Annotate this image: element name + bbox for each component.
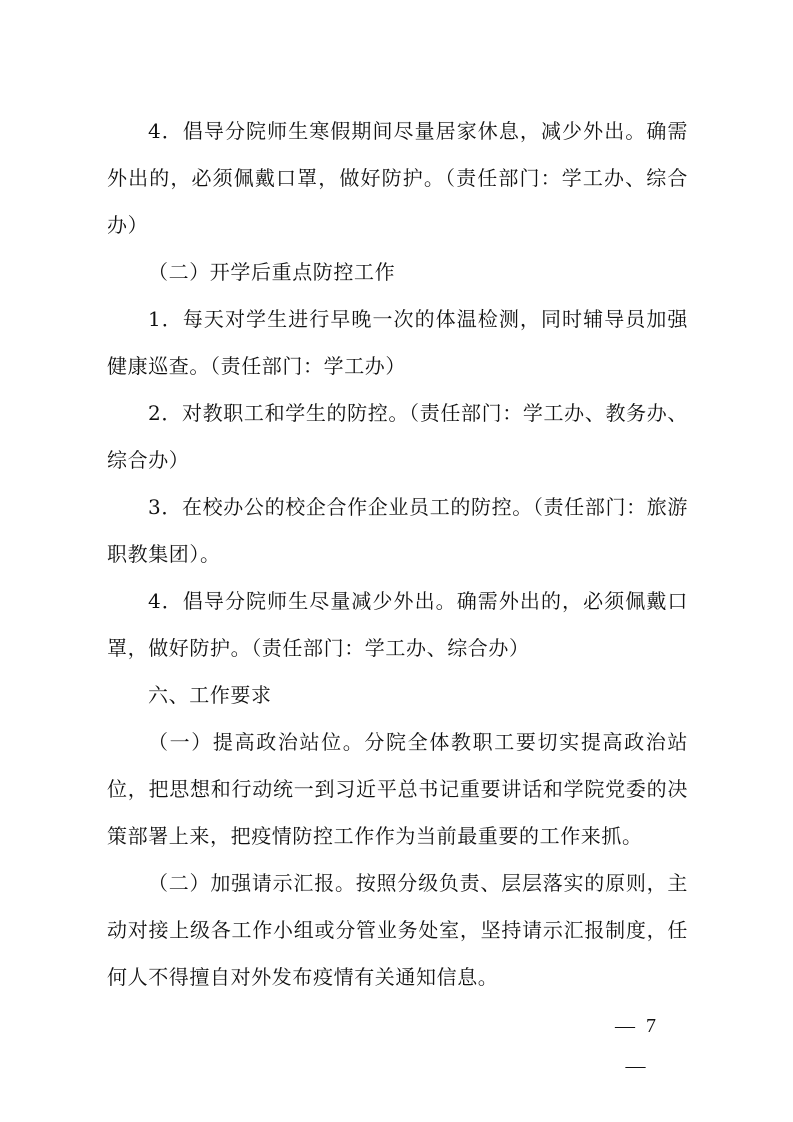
paragraph-item-3-enterprise-staff: 3．在校办公的校企合作企业员工的防控。（责任部门：旅游职教集团）。 [107,495,688,566]
paragraph-item-1-temperature: 1．每天对学生进行早晚一次的体温检测，同时辅导员加强健康巡查。（责任部门：学工办） [107,307,688,378]
page-number: — 7 — [615,1015,659,1077]
paragraph-political-stance: （一）提高政治站位。分院全体教职工要切实提高政治站位，把思想和行动统一到习近平总书记重要讲话和学院党委的决策部署上来，把疫情防控工作作为当前最重要的工作来抓。 [107,730,688,848]
section-heading-after-school-start: （二）开学后重点防控工作 [148,260,396,284]
paragraph-winter-item-4: 4．倡导分院师生寒假期间尽量居家休息，减少外出。确需外出的，必须佩戴口罩，做好防护。（责任部门：学工办、综合办） [107,119,688,237]
paragraph-item-2-staff-students: 2．对教职工和学生的防控。（责任部门：学工办、教务办、综合办） [107,401,688,472]
section-heading-work-requirements: 六、工作要求 [148,683,272,707]
paragraph-item-4-reduce-outings: 4．倡导分院师生尽量减少外出。确需外出的，必须佩戴口罩，做好防护。（责任部门：学工办、综合办） [107,589,688,660]
document-body [107,108,688,1001]
paragraph-reporting: （二）加强请示汇报。按照分级负责、层层落实的原则，主动对接上级各工作小组或分管业务处室，坚持请示汇报制度，任何人不得擅自对外发布疫情有关通知信息。 [107,871,688,989]
